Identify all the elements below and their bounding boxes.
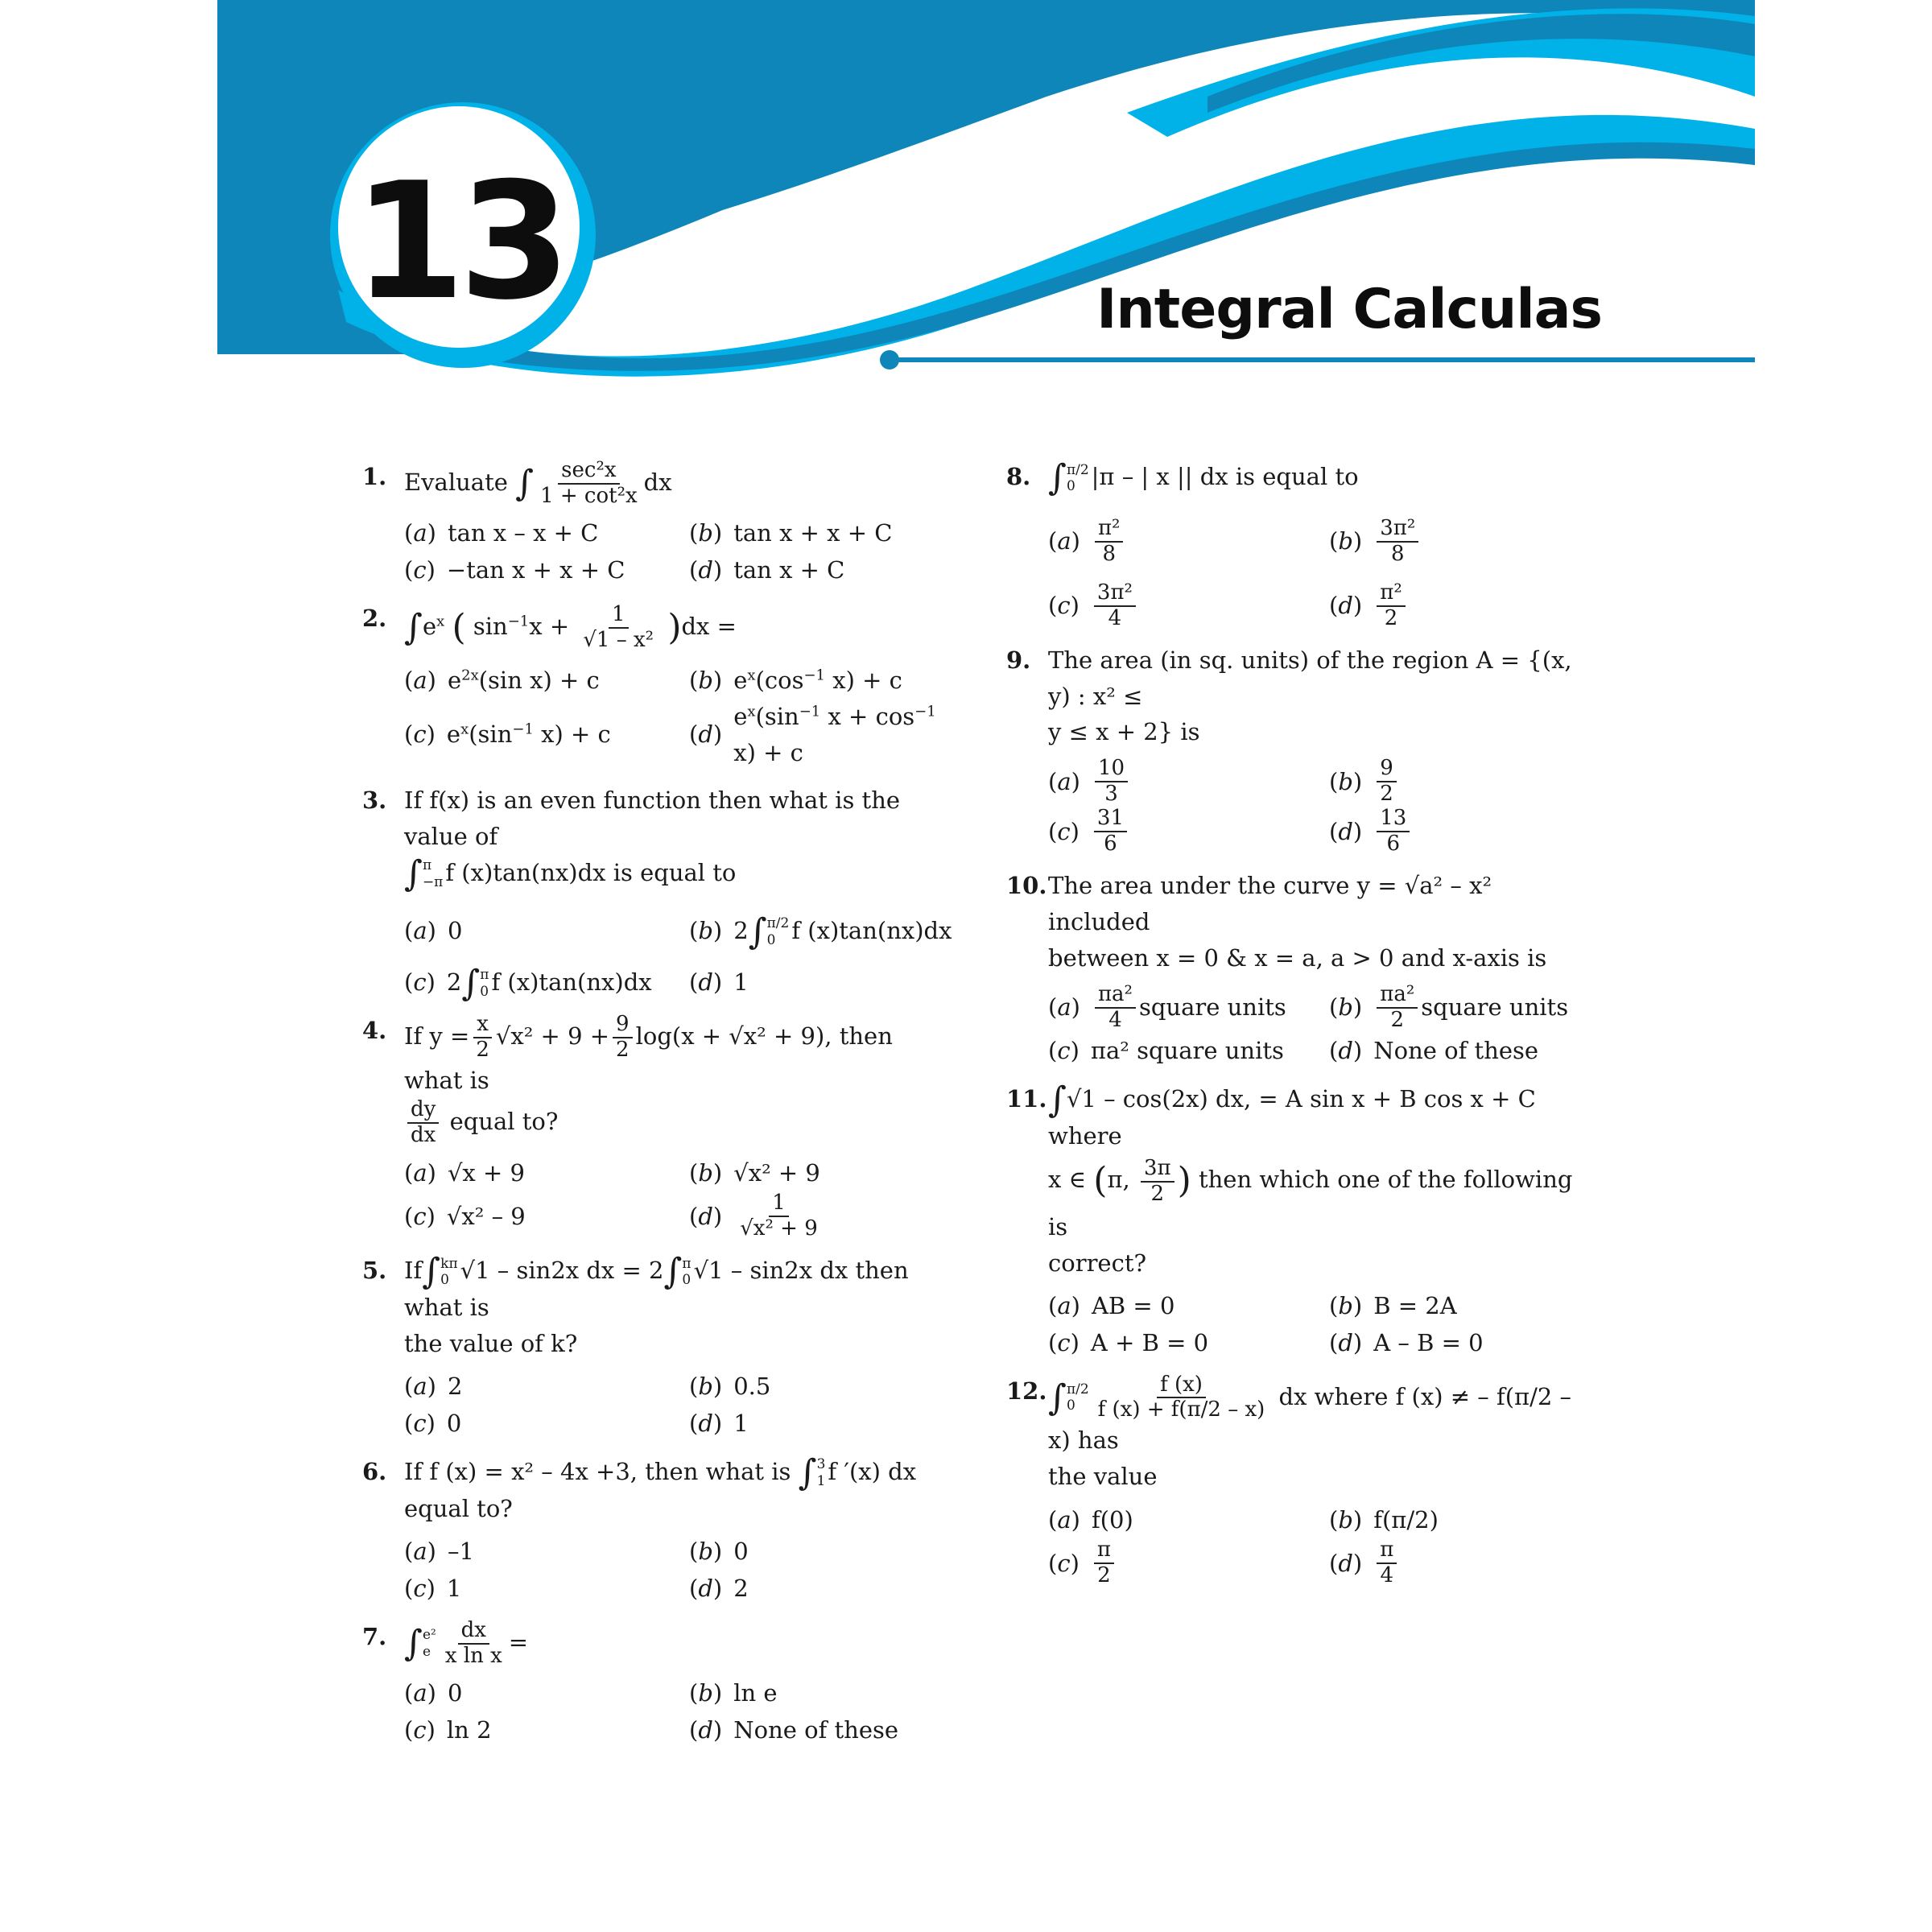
stem-text: √1 – cos(2x) dx, = A sin x + B cos x + C where	[1048, 1084, 1536, 1150]
stem-text: If	[404, 1022, 423, 1050]
option-a[interactable]	[1048, 1501, 1313, 1538]
option-text: $\frac{9}{2}$	[1377, 757, 1397, 807]
option-label: (b)	[1329, 1505, 1363, 1534]
question-number: 4.	[362, 1016, 387, 1044]
integral-limits: π/2 0	[1066, 461, 1089, 494]
question-number: 12.	[1006, 1377, 1047, 1405]
option-label: (d)	[1329, 817, 1363, 845]
option-c[interactable]	[404, 1571, 673, 1608]
option-d[interactable]	[1329, 1033, 1594, 1070]
chapter-header	[0, 0, 1932, 386]
superscript: −1	[507, 613, 530, 630]
option-label: (a)	[404, 1538, 436, 1566]
option-b[interactable]	[689, 662, 958, 699]
question-number: 11.	[1006, 1084, 1047, 1113]
option-text: A – B = 0	[1373, 1329, 1484, 1357]
option-text: 1	[733, 968, 749, 997]
question-2	[362, 601, 958, 771]
option-text: AB = 0	[1091, 1292, 1175, 1320]
question-number: 3.	[362, 786, 387, 814]
option-text: 0	[447, 1679, 463, 1707]
option-text: –1	[447, 1538, 474, 1566]
header-wave-graphic	[0, 0, 1932, 386]
option-label: (c)	[404, 556, 436, 584]
option-label: (a)	[404, 666, 436, 694]
option-c[interactable]	[404, 1712, 673, 1749]
integral-sign: ∫	[1048, 1377, 1067, 1418]
stem-text: The area under the curve	[1048, 871, 1350, 899]
integrand: f (x)tan(nx)dx	[445, 858, 606, 886]
stem-text: √1 – sin2x dx	[693, 1257, 848, 1284]
option-d[interactable]	[1329, 1538, 1594, 1588]
integral-limits: π −π	[422, 857, 444, 890]
stem-text: √1 – sin2x dx =	[460, 1257, 642, 1284]
option-c[interactable]	[404, 1191, 673, 1241]
integral-limits: e² e	[422, 1627, 436, 1660]
stem-text: is equal to	[613, 858, 737, 886]
option-label: (c)	[1048, 1549, 1080, 1577]
option-text: tan x – x + C	[447, 519, 599, 547]
stem-text: If f(x) is an even function then what is the value of	[404, 786, 901, 850]
option-text: tan x + x + C	[733, 519, 893, 547]
question-12	[1006, 1373, 1594, 1588]
stem-text: equal to?	[404, 1494, 513, 1522]
question-stem	[404, 1013, 958, 1149]
option-text: $\frac{10}{3}$	[1095, 757, 1128, 807]
option-a[interactable]	[404, 1534, 673, 1571]
stem-text: is equal to	[1235, 463, 1359, 490]
options	[1048, 983, 1594, 1070]
integral-sign: ∫	[404, 1622, 423, 1664]
stem-text: π,	[1107, 1166, 1130, 1194]
stem-text: =	[508, 1628, 529, 1656]
option-label: (b)	[1329, 527, 1363, 555]
option-label: (d)	[689, 720, 723, 749]
integral-sign: ∫	[515, 462, 535, 504]
option-c[interactable]	[1048, 807, 1313, 857]
question-6	[362, 1451, 958, 1608]
option-label: (a)	[1048, 767, 1080, 795]
options	[404, 1534, 958, 1608]
right-paren: )	[667, 606, 682, 648]
option-b[interactable]	[1329, 983, 1594, 1033]
stem-text: dx =	[681, 612, 737, 640]
option-text: $e^{2x}(\sin$ x) + c	[447, 666, 600, 694]
option-text: 0.5	[733, 1373, 771, 1401]
option-label: (b)	[689, 1538, 723, 1566]
option-text: √x² – 9	[446, 1202, 526, 1230]
option-d[interactable]	[1329, 807, 1594, 857]
question-11	[1006, 1081, 1594, 1362]
option-text: $\frac{\text{3π²}}{4}$	[1094, 581, 1136, 631]
option-label: (a)	[1048, 1292, 1080, 1320]
option-text: 2∫ π/2 0 f (x)tan(nx)dx	[733, 910, 952, 952]
option-c[interactable]	[1048, 581, 1313, 631]
question-stem	[404, 1253, 958, 1362]
integral-sign: ∫	[1048, 457, 1067, 498]
option-label: (b)	[1329, 1292, 1363, 1320]
integral-sign: ∫	[404, 606, 423, 648]
option-text: ln e	[733, 1679, 778, 1707]
stem-text: y =	[429, 1022, 470, 1050]
option-label: (d)	[1329, 1329, 1363, 1357]
option-text: 1	[733, 1410, 749, 1438]
option-d[interactable]	[1329, 1325, 1594, 1362]
option-label: (c)	[1048, 1037, 1080, 1065]
option-c[interactable]	[1048, 1538, 1313, 1588]
option-text: 2	[447, 1373, 463, 1401]
stem-text: x +	[529, 612, 570, 640]
options	[404, 662, 958, 771]
stem-text: If f (x) = x² – 4x +3, then what is	[404, 1457, 791, 1485]
question-number: 8.	[1006, 463, 1031, 490]
option-text: $\frac{1}{\text{√x² + 9}}$	[740, 1191, 818, 1241]
option-label: (d)	[689, 1410, 723, 1438]
right-column	[1006, 459, 1594, 1600]
option-label: (c)	[404, 968, 436, 997]
option-text: $\frac{\pi}{2}$	[1094, 1538, 1114, 1588]
option-d[interactable]	[689, 1191, 958, 1241]
options	[1048, 1288, 1594, 1362]
options	[404, 1675, 958, 1749]
integral-limits: 3 1	[816, 1456, 826, 1489]
stem-text: The area (in sq. units) of the region A = {(x, y) : x² ≤	[1048, 646, 1572, 710]
stem-text: the value	[1048, 1463, 1158, 1491]
superscript: x	[436, 613, 445, 630]
option-d[interactable]	[689, 964, 958, 1001]
option-text: square units	[1421, 993, 1569, 1022]
fraction-denominator: √1 – x²	[583, 627, 654, 652]
option-label: (d)	[689, 556, 723, 584]
stem-text: equal to?	[449, 1108, 559, 1136]
stem-text: |π – | x || dx	[1091, 463, 1228, 490]
option-label: (b)	[1329, 993, 1363, 1022]
option-text: $\frac{\text{3π²}}{8}$	[1377, 517, 1418, 567]
question-number: 6.	[362, 1457, 387, 1485]
option-d[interactable]	[689, 699, 958, 771]
option-c[interactable]	[404, 962, 673, 1004]
option-c[interactable]	[404, 699, 673, 771]
option-label: (a)	[404, 1679, 436, 1707]
option-text: $e^x(\cos^{-1}$ x) + c	[733, 666, 902, 694]
option-d[interactable]	[689, 1406, 958, 1443]
question-stem	[404, 459, 958, 509]
stem-text: then what is	[404, 1257, 909, 1321]
option-label: (a)	[404, 519, 436, 547]
stem-text: dx	[643, 468, 672, 496]
options	[404, 515, 958, 589]
option-text: None of these	[1373, 1037, 1539, 1065]
fraction: $\frac{9}{2}$	[613, 1013, 633, 1063]
option-text: None of these	[733, 1716, 899, 1744]
left-paren: (	[452, 606, 466, 648]
stem-text: y ≤ x + 2} is	[1048, 718, 1200, 746]
fraction-numerator: 1	[609, 603, 629, 629]
options	[1048, 1501, 1594, 1588]
option-label: (c)	[404, 1202, 436, 1230]
question-stem	[404, 782, 958, 892]
option-label: (b)	[689, 666, 723, 694]
stem-text: If	[404, 1257, 423, 1284]
option-label: (a)	[404, 1158, 436, 1187]
left-paren: (	[1093, 1160, 1108, 1202]
option-text: B = 2A	[1373, 1292, 1457, 1320]
option-text: 2	[733, 1575, 749, 1603]
option-d[interactable]	[689, 1571, 958, 1608]
question-number: 9.	[1006, 646, 1031, 674]
options	[404, 898, 958, 1004]
option-label: (c)	[1048, 817, 1080, 845]
option-label: (c)	[404, 1575, 436, 1603]
fraction: $\frac{x}{2}$	[473, 1013, 493, 1063]
fraction-numerator: sec²x	[558, 459, 619, 485]
option-label: (c)	[1048, 1329, 1080, 1357]
integral-sign: ∫	[404, 852, 423, 894]
option-text: $\frac{13}{6}$	[1377, 807, 1410, 857]
option-fraction: $\frac{\text{πa²}}{4}$	[1095, 983, 1136, 1033]
option-b[interactable]	[689, 910, 958, 952]
option-a[interactable]	[404, 1154, 673, 1191]
integral-limits: kπ 0	[440, 1255, 458, 1288]
option-text: f(0)	[1091, 1505, 1133, 1534]
integrand-fraction: $\frac{dx}{\text{x ln x}}$	[444, 1617, 502, 1668]
integral-sign: ∫	[663, 1251, 683, 1292]
option-label: (b)	[1329, 767, 1363, 795]
option-c[interactable]	[404, 552, 673, 589]
integral-sign: ∫	[1048, 1079, 1067, 1121]
stem-text: 2	[649, 1257, 664, 1284]
stem-text: y = √a² – x²	[1356, 871, 1492, 899]
option-a[interactable]	[404, 1368, 673, 1406]
question-stem	[1048, 459, 1594, 496]
stem-text: log(x + √x² + 9),	[635, 1022, 832, 1050]
option-label: (c)	[404, 1716, 436, 1744]
option-label: (d)	[1329, 1549, 1363, 1577]
option-label: (b)	[689, 1373, 723, 1401]
option-text: 0	[447, 917, 463, 945]
question-number: 10.	[1006, 871, 1047, 899]
question-1	[362, 459, 958, 589]
option-label: (d)	[689, 1575, 723, 1603]
chapter-number: 13	[353, 147, 565, 336]
option-b[interactable]	[689, 1154, 958, 1191]
option-text: 0	[733, 1538, 749, 1566]
integral-limits: π 0	[682, 1255, 691, 1288]
stem-text: dx where f (x) ≠ – f	[1278, 1382, 1505, 1410]
option-label: (d)	[1329, 592, 1363, 620]
option-text: √x² + 9	[733, 1158, 820, 1187]
option-text: √x + 9	[447, 1158, 525, 1187]
question-stem	[1048, 1081, 1594, 1282]
option-b[interactable]	[1329, 757, 1594, 807]
question-5	[362, 1253, 958, 1443]
option-a[interactable]	[404, 913, 673, 950]
option-label: (a)	[1048, 993, 1080, 1022]
fraction: $\frac{3\pi}{2}$	[1141, 1157, 1174, 1207]
option-label: (a)	[404, 917, 436, 945]
option-label: (d)	[689, 1202, 723, 1230]
right-paren: )	[1177, 1160, 1191, 1202]
option-c[interactable]	[1048, 1033, 1313, 1070]
option-text: $\frac{\text{π²}}{8}$	[1095, 517, 1124, 567]
option-text: f(π/2)	[1373, 1505, 1439, 1534]
stem-text: then which one of the following is	[1048, 1166, 1573, 1241]
option-b[interactable]	[689, 1368, 958, 1406]
option-text: $e^x(\sin^{-1}$ $x + \cos^{-1} x) + c$	[733, 702, 936, 766]
option-label: (d)	[689, 1716, 723, 1744]
stem-text: x ∈	[1048, 1166, 1087, 1194]
question-number: 5.	[362, 1257, 387, 1284]
fraction	[580, 603, 657, 653]
option-text: πa² square units	[1090, 1037, 1284, 1065]
option-label: (d)	[1329, 1037, 1363, 1065]
stem-text: included	[1048, 907, 1150, 935]
question-number: 7.	[362, 1622, 387, 1650]
question-8	[1006, 459, 1594, 631]
question-stem	[1048, 868, 1594, 976]
option-b[interactable]	[689, 1675, 958, 1712]
question-4	[362, 1013, 958, 1241]
option-label: (a)	[1048, 1505, 1080, 1534]
question-stem	[404, 1619, 958, 1669]
derivative-fraction: $\frac{dy}{dx}$	[407, 1098, 439, 1148]
option-text: 1	[446, 1575, 462, 1603]
option-label: (c)	[404, 1410, 436, 1438]
option-a[interactable]	[1048, 517, 1313, 567]
stem-text: f ′(x) dx	[828, 1457, 917, 1485]
question-number: 2.	[362, 604, 387, 632]
option-text: $\frac{\text{π²}}{2}$	[1377, 581, 1406, 631]
integral-sign: ∫	[422, 1251, 441, 1292]
option-a[interactable]	[404, 515, 673, 552]
option-text: tan x + C	[733, 556, 845, 584]
option-a[interactable]	[1048, 757, 1313, 807]
integrand-fraction: $\frac{f (x)}{f (x) + f(\pi/2 - x)}$	[1097, 1372, 1265, 1422]
option-label: (a)	[1048, 527, 1080, 555]
stem-text: sin	[473, 612, 508, 640]
question-7	[362, 1619, 958, 1749]
option-c[interactable]	[404, 1406, 673, 1443]
option-label: (d)	[689, 968, 723, 997]
option-b[interactable]	[1329, 1288, 1594, 1325]
option-text: A + B = 0	[1090, 1329, 1209, 1357]
options	[1048, 502, 1594, 631]
integral-sign: ∫	[798, 1451, 817, 1493]
option-b[interactable]	[689, 1534, 958, 1571]
option-d[interactable]	[689, 1712, 958, 1749]
integrand-fraction	[537, 459, 641, 509]
chapter-title: Integral Calculas	[1096, 278, 1602, 341]
option-label: (c)	[404, 720, 436, 749]
option-b[interactable]	[1329, 1501, 1594, 1538]
option-b[interactable]	[689, 515, 958, 552]
option-fraction: $\frac{\text{πa²}}{2}$	[1377, 983, 1418, 1033]
question-number: 1.	[362, 463, 387, 490]
option-b[interactable]	[1329, 517, 1594, 567]
question-9	[1006, 642, 1594, 857]
stem-text: (π/2 – x)	[1048, 1382, 1572, 1455]
option-text: −tan x + x + C	[446, 556, 625, 584]
stem-text: Evaluate	[404, 468, 508, 496]
option-text: square units	[1138, 993, 1286, 1022]
option-label: (b)	[689, 1158, 723, 1187]
question-stem	[1048, 642, 1594, 751]
option-label: (b)	[689, 519, 723, 547]
option-a[interactable]	[1048, 983, 1313, 1033]
question-stem	[404, 1451, 958, 1527]
question-3	[362, 782, 958, 1004]
option-d[interactable]	[1329, 581, 1594, 631]
option-label: (c)	[1048, 592, 1080, 620]
stem-text: then what is	[404, 1022, 893, 1094]
option-a[interactable]	[1048, 1288, 1313, 1325]
option-c[interactable]	[1048, 1325, 1313, 1362]
integral-limits: π/2 0	[1066, 1381, 1089, 1414]
option-label: (b)	[689, 1679, 723, 1707]
question-stem	[404, 601, 958, 655]
stem-text: has	[1077, 1426, 1119, 1455]
stem-text: the value of k?	[404, 1329, 578, 1357]
stem-text: correct?	[1048, 1249, 1147, 1277]
option-a[interactable]	[404, 1675, 673, 1712]
option-text: $\frac{\pi}{4}$	[1377, 1538, 1397, 1588]
option-text: ln 2	[446, 1716, 492, 1744]
option-text: 2∫ π 0 f (x)tan(nx)dx	[446, 962, 652, 1004]
option-label: (b)	[689, 917, 723, 945]
stem-text: e	[422, 612, 437, 640]
options	[1048, 757, 1594, 857]
options	[404, 1154, 958, 1241]
option-text: 0	[446, 1410, 462, 1438]
question-stem	[1048, 1373, 1594, 1496]
option-text: $\frac{31}{6}$	[1094, 807, 1127, 857]
stem-text: √x² + 9 +	[495, 1022, 610, 1050]
option-a[interactable]	[404, 662, 673, 699]
question-10	[1006, 868, 1594, 1070]
stem-text: between x = 0 & x = a, a > 0 and x-axis is	[1048, 943, 1547, 972]
option-text: $e^x(\sin^{-1}$ x) + c	[446, 720, 611, 749]
option-label: (a)	[404, 1373, 436, 1401]
options	[404, 1368, 958, 1443]
fraction-denominator: 1 + cot²x	[540, 483, 638, 508]
left-column	[362, 459, 958, 1761]
option-d[interactable]	[689, 552, 958, 589]
